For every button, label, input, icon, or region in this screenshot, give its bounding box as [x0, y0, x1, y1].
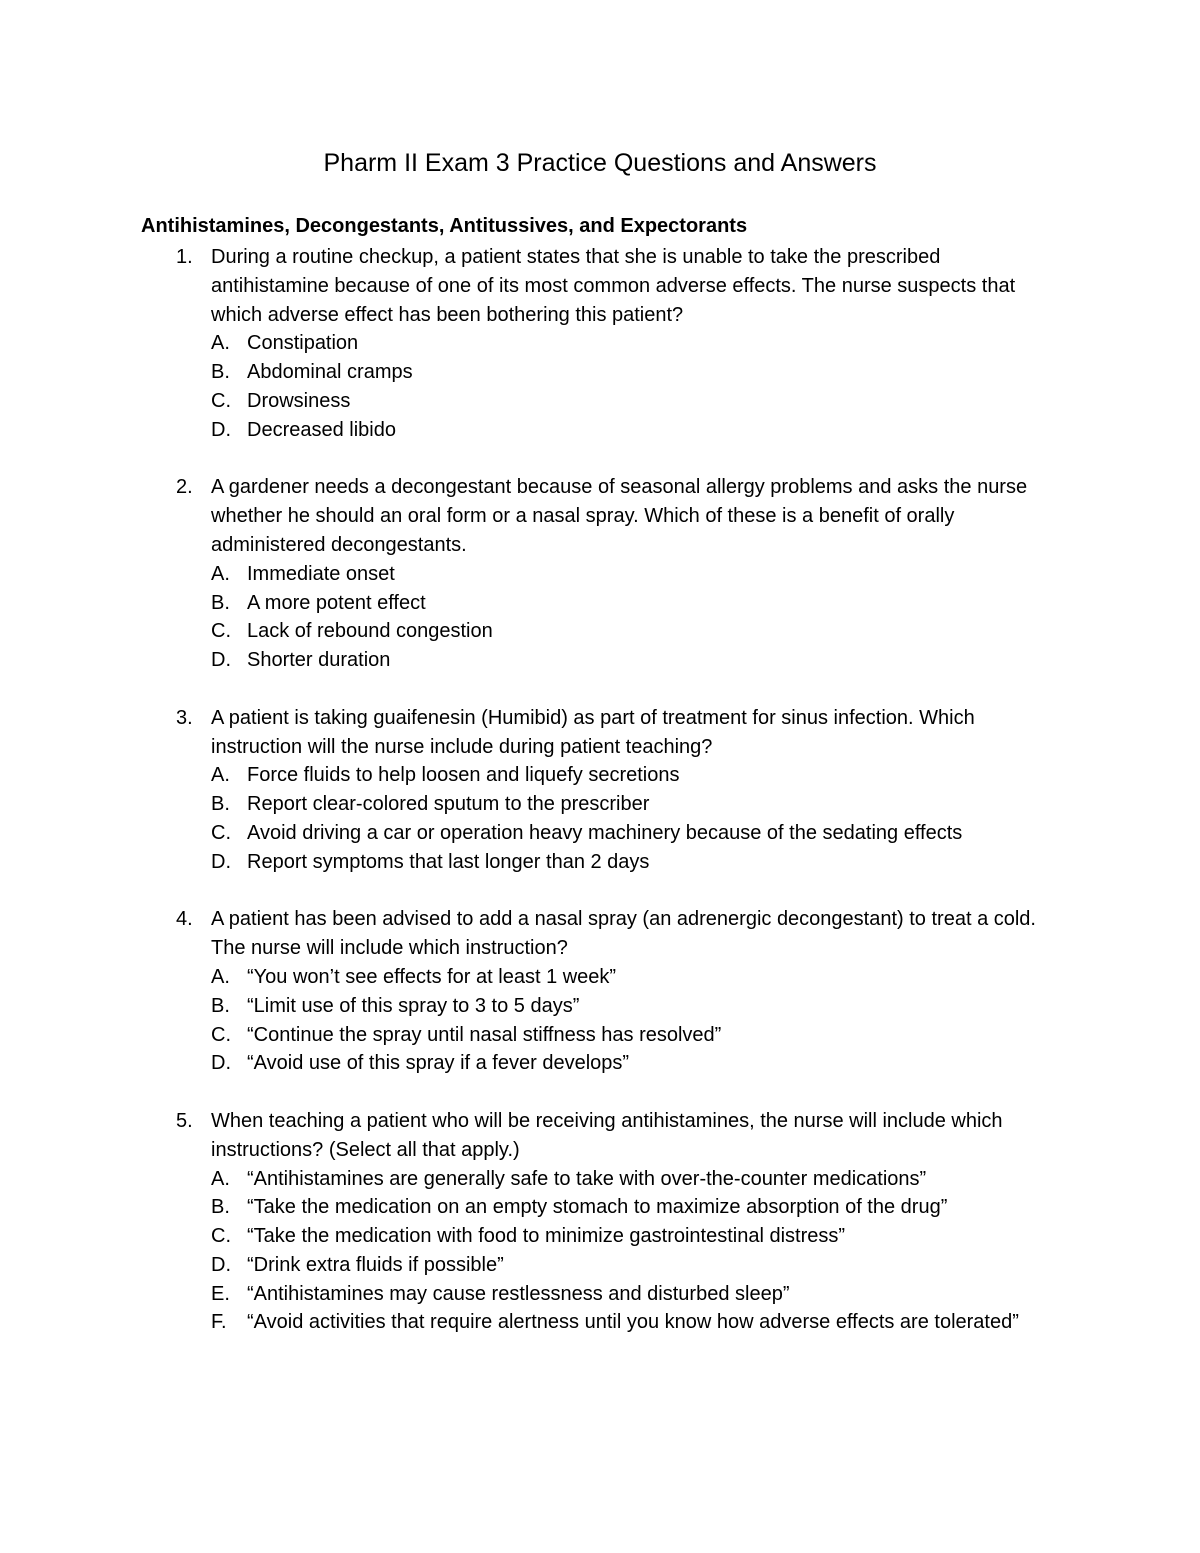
option-letter: C.: [211, 389, 231, 412]
answer-option: [211, 1049, 1060, 1078]
answer-options: [211, 560, 1060, 675]
answer-option: [211, 1251, 1060, 1280]
answer-option: [211, 848, 1060, 877]
answer-option: [211, 1021, 1060, 1050]
question-number: 5.: [176, 1109, 193, 1132]
option-text: Abdominal cramps: [247, 361, 413, 384]
option-text: Force fluids to help loosen and liquefy secretions: [247, 764, 680, 787]
option-text: “Take the medication on an empty stomach to maximize absorption of the drug”: [247, 1196, 948, 1219]
question-item: [0, 473, 1200, 675]
question-number: 4.: [176, 908, 193, 931]
option-text: “Limit use of this spray to 3 to 5 days”: [247, 994, 580, 1017]
section-heading: Antihistamines, Decongestants, Antitussives, and Expectorants: [141, 215, 748, 237]
answer-option: [211, 819, 1060, 848]
answer-option: [211, 790, 1060, 819]
option-letter: D.: [211, 649, 231, 672]
option-text: “Antihistamines are generally safe to take with over-the-counter medications”: [247, 1167, 927, 1190]
question-text: During a routine checkup, a patient states that she is unable to take the prescribed antihistamine because of one of its most common adverse effects. The nurse suspects that which adverse effect has been bothering this patient?: [211, 246, 1016, 326]
option-letter: A.: [211, 1167, 230, 1190]
option-text: Shorter duration: [247, 649, 391, 672]
option-text: Report symptoms that last longer than 2 days: [247, 850, 650, 873]
answer-option: [211, 617, 1060, 646]
option-letter: A.: [211, 332, 230, 355]
answer-option: [211, 358, 1060, 387]
question-text: A patient is taking guaifenesin (Humibid) as part of treatment for sinus infection. Which instruction will the nurse include during patient teaching?: [211, 706, 975, 758]
question-text: When teaching a patient who will be receiving antihistamines, the nurse will include which instructions? (Select all that apply.): [211, 1109, 1003, 1161]
answer-option: [211, 560, 1060, 589]
answer-option: [211, 761, 1060, 790]
answer-option: [211, 646, 1060, 675]
answer-option: [211, 1308, 1060, 1337]
option-text: Drowsiness: [247, 389, 351, 412]
option-letter: C.: [211, 1225, 231, 1248]
option-letter: B.: [211, 994, 230, 1017]
question-number: 2.: [176, 476, 193, 499]
option-letter: B.: [211, 361, 230, 384]
option-text: “Continue the spray until nasal stiffness has resolved”: [247, 1023, 722, 1046]
option-letter: F.: [211, 1311, 227, 1334]
option-text: “Drink extra fluids if possible”: [247, 1253, 504, 1276]
option-text: “Antihistamines may cause restlessness and disturbed sleep”: [247, 1282, 790, 1305]
answer-options: [211, 963, 1060, 1078]
answer-option: [211, 992, 1060, 1021]
option-letter: A.: [211, 764, 230, 787]
question-item: [0, 243, 1200, 445]
option-letter: C.: [211, 620, 231, 643]
answer-option: [211, 963, 1060, 992]
question-item: [0, 704, 1200, 877]
option-text: Constipation: [247, 332, 359, 355]
option-letter: A.: [211, 965, 230, 988]
question-item: [0, 1107, 1200, 1337]
question-text: A patient has been advised to add a nasal spray (an adrenergic decongestant) to treat a cold. The nurse will include which instruction?: [211, 908, 1036, 960]
question-text: A gardener needs a decongestant because of seasonal allergy problems and asks the nurse whether he should an oral form or a nasal spray. Which of these is a benefit of orally administered decongestants.: [211, 476, 1028, 556]
option-text: Report clear-colored sputum to the prescriber: [247, 793, 650, 816]
answer-option: [211, 1222, 1060, 1251]
option-letter: B.: [211, 591, 230, 614]
option-text: “You won’t see effects for at least 1 week”: [247, 965, 617, 988]
option-letter: D.: [211, 1253, 231, 1276]
option-letter: E.: [211, 1282, 230, 1305]
option-letter: A.: [211, 562, 230, 585]
question-list: [0, 243, 1200, 1366]
question-number: 3.: [176, 706, 193, 729]
answer-option: [211, 416, 1060, 445]
option-letter: D.: [211, 1052, 231, 1075]
option-text: “Avoid activities that require alertness until you know how adverse effects are tolerated”: [247, 1311, 1019, 1334]
answer-option: [211, 1165, 1060, 1194]
option-text: Avoid driving a car or operation heavy machinery because of the sedating effects: [247, 821, 963, 844]
option-text: Lack of rebound congestion: [247, 620, 493, 643]
option-text: Decreased libido: [247, 418, 396, 441]
answer-option: [211, 1193, 1060, 1222]
option-letter: C.: [211, 1023, 231, 1046]
option-text: “Avoid use of this spray if a fever develops”: [247, 1052, 630, 1075]
option-letter: B.: [211, 793, 230, 816]
answer-option: [211, 1280, 1060, 1309]
option-letter: D.: [211, 418, 231, 441]
answer-options: [211, 1165, 1060, 1338]
page-title: Pharm II Exam 3 Practice Questions and Answers: [323, 149, 877, 177]
option-text: Immediate onset: [247, 562, 395, 585]
option-text: “Take the medication with food to minimize gastrointestinal distress”: [247, 1225, 846, 1248]
answer-options: [211, 329, 1060, 444]
answer-option: [211, 589, 1060, 618]
option-letter: D.: [211, 850, 231, 873]
option-text: A more potent effect: [247, 591, 426, 614]
option-letter: C.: [211, 821, 231, 844]
answer-option: [211, 387, 1060, 416]
option-letter: B.: [211, 1196, 230, 1219]
question-number: 1.: [176, 246, 193, 268]
answer-options: [211, 761, 1060, 876]
question-item: [0, 905, 1200, 1078]
answer-option: [211, 329, 1060, 358]
